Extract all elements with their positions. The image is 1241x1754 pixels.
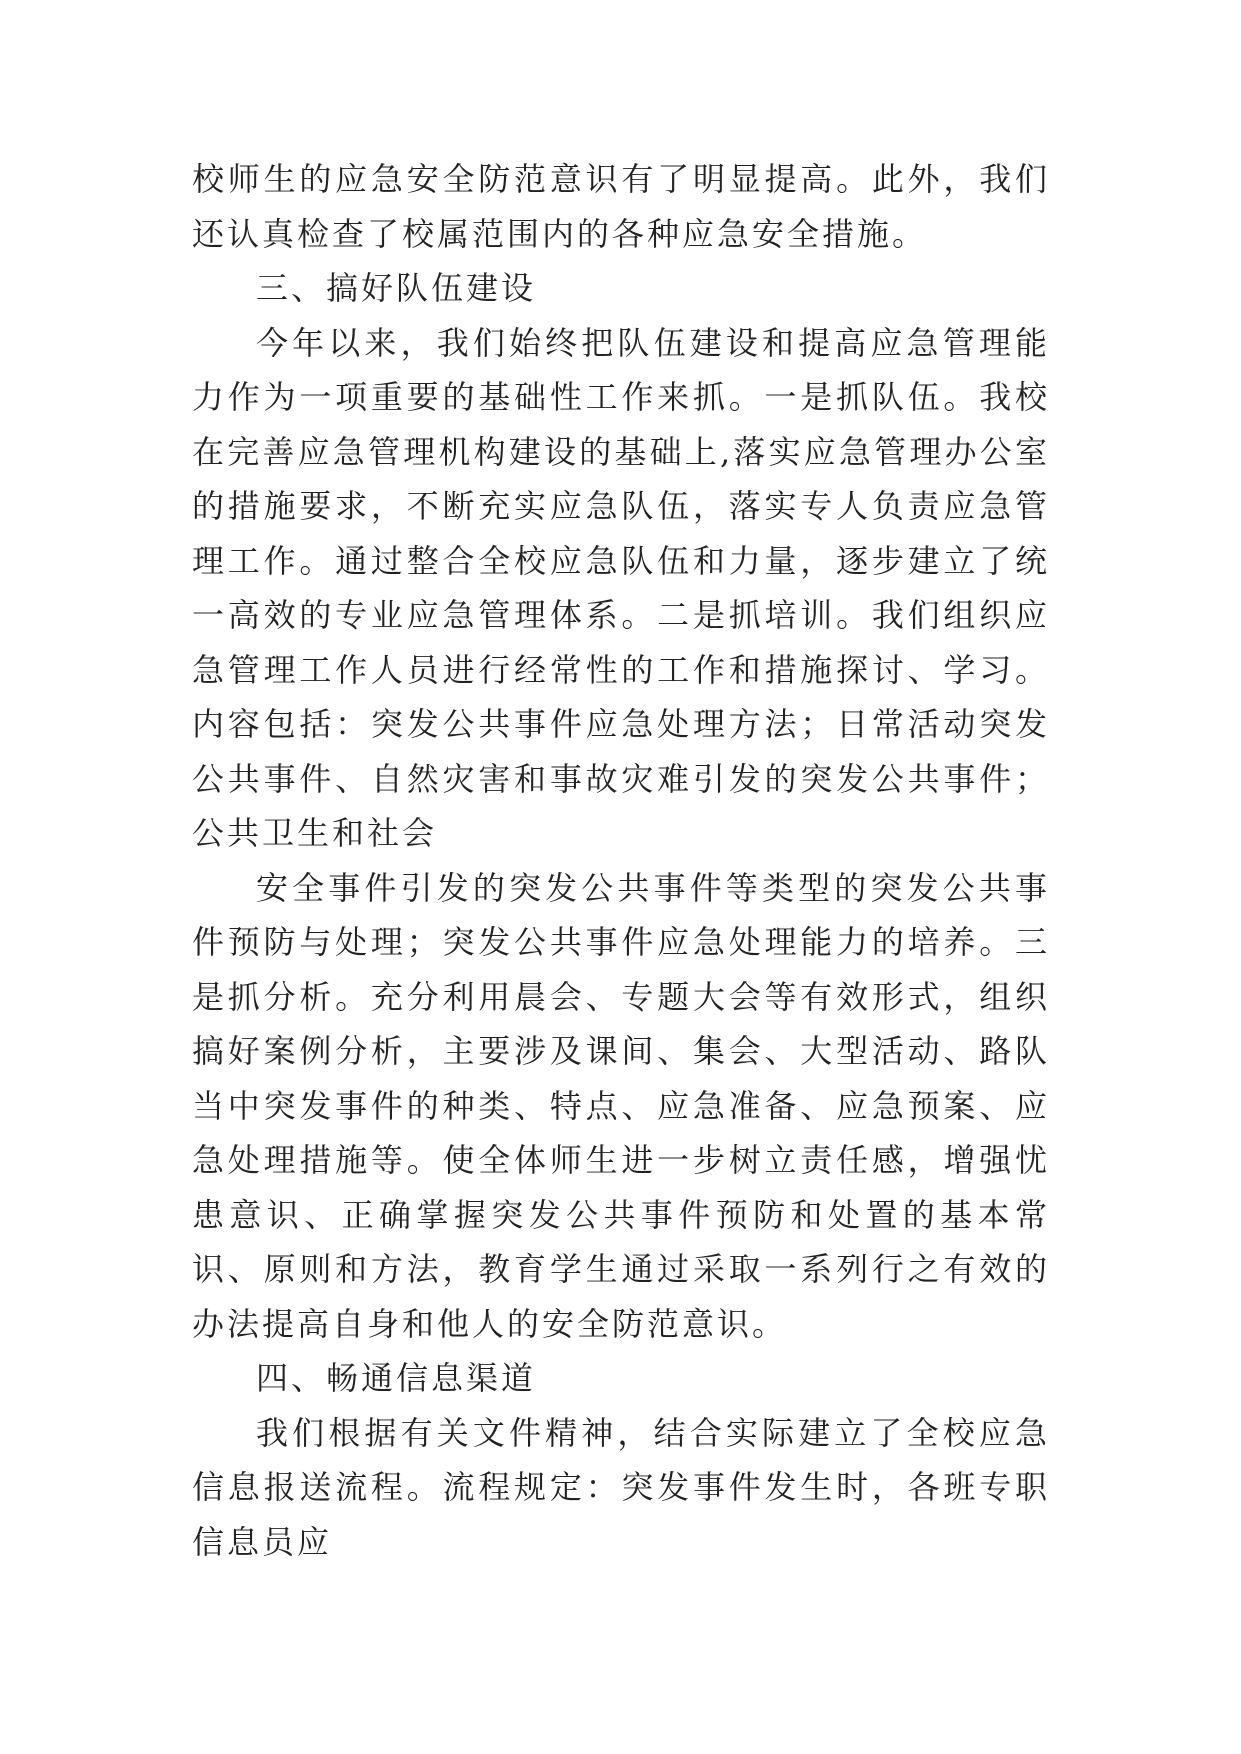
paragraph-safety-events: 安全事件引发的突发公共事件等类型的突发公共事件预防与处理；突发公共事件应急处理能力的培养。三是抓分析。充分利用晨会、专题大会等有效形式，组织搞好案例分析，主要涉及课间、集会、大型活动、路队当中突发事件的种类、特点、应急准备、应急预案、应急处理措施等。使全体师生进一步树立责任感，增强忧患意识、正确掌握突发公共事件预防和处置的基本常识、原则和方法，教育学生通过采取一系列行之有效的办法提高自身和他人的安全防范意识。: [192, 868, 1050, 1343]
section-heading-4: 四、畅通信息渠道: [256, 1359, 537, 1397]
paragraph-info-channels: 我们根据有关文件精神，结合实际建立了全校应急信息报送流程。流程规定：突发事件发生时，各班专职信息员应: [192, 1413, 1050, 1561]
paragraph-team-building: 今年以来，我们始终把队伍建设和提高应急管理能力作为一项重要的基础性工作来抓。一是抓队伍。我校在完善应急管理机构建设的基础上,落实应急管理办公室的措施要求，不断充实应急队伍，落实专人负责应急管理工作。通过整合全校应急队伍和力量，逐步建立了统一高效的专业应急管理体系。二是抓培训。我们组织应急管理工作人员进行经常性的工作和措施探讨、学习。内容包括：突发公共事件应急处理方法；日常活动突发公共事件、自然灾害和事故灾难引发的突发公共事件；公共卫生和社会: [192, 323, 1050, 852]
section-heading-3: 三、搞好队伍建设: [256, 269, 537, 307]
document-body: [192, 152, 1050, 1569]
paragraph-continued: 校师生的应急安全防范意识有了明显提高。此外，我们还认真检查了校属范围内的各种应急安全措施。: [192, 160, 1050, 253]
